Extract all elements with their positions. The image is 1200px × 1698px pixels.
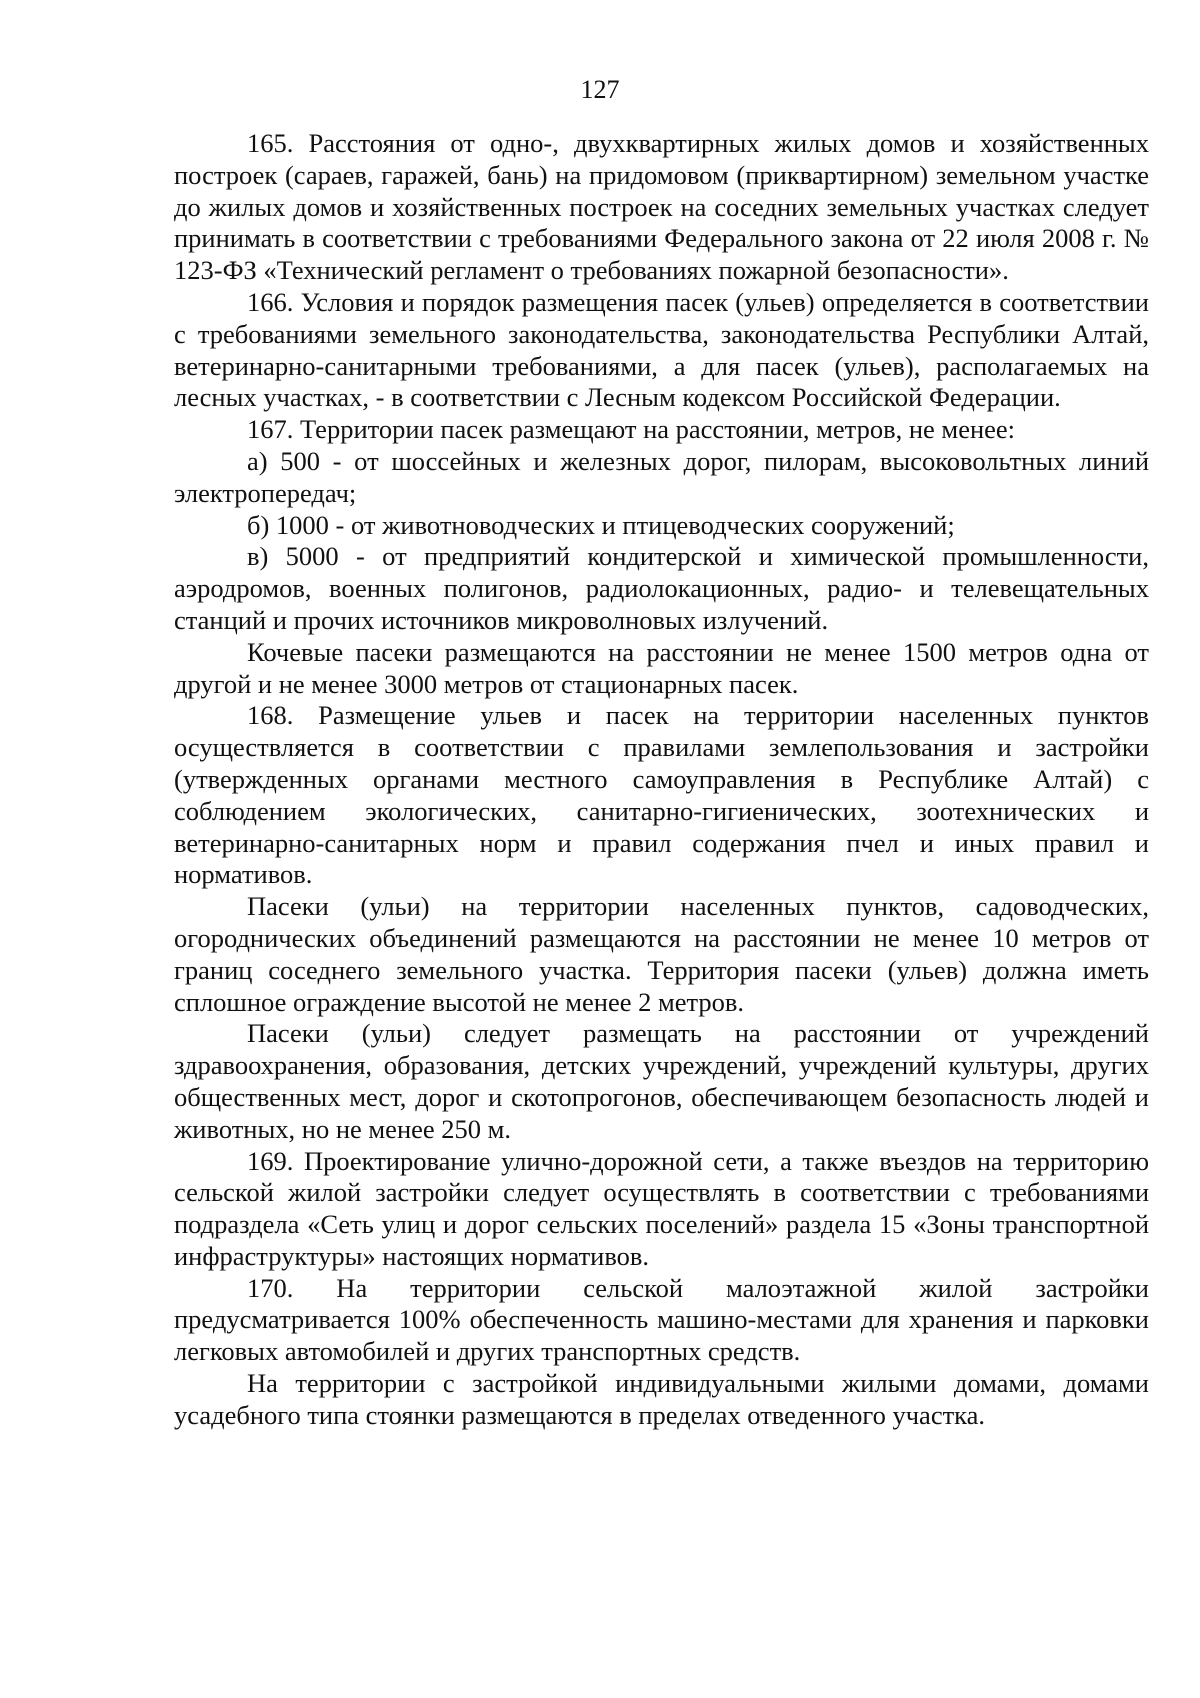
document-body (174, 128, 1149, 1432)
paragraph-apiaries-settlements: Пасеки (ульи) на территории населенных пунктов, садоводческих, огороднических объединений размещаются на расстоянии не менее 10 метров от границ соседнего земельного участка. Территория пасеки (ульев) должна иметь сплошное ограждение высотой не менее 2 метров. (174, 891, 1149, 1017)
paragraph-166: 166. Условия и порядок размещения пасек (ульев) определяется в соответствии с требованиями земельного законодательства, законодательства Республики Алтай, ветеринарно-санитарными требованиями, а для пасек (ульев), располагаемых на лесных участках, - в соответствии с Лесным кодексом Российской Федерации. (174, 286, 1149, 413)
paragraph-168: 168. Размещение ульев и пасек на территории населенных пунктов осуществляется в соответствии с правилами землепользования и застройки (утвержденных органами местного самоуправления в Республике Алтай) с соблюдением экологических, санитарно-гигиенических, зоотехнических и ветеринарно-санитарных норм и правил содержания пчел и иных правил и нормативов. (174, 700, 1149, 890)
paragraph-170: 170. На территории сельской малоэтажной жилой застройки предусматривается 100% обеспеченность машино-местами для хранения и парковки легковых автомобилей и других транспортных средств. (174, 1272, 1149, 1367)
paragraph-165: 165. Расстояния от одно-, двухквартирных жилых домов и хозяйственных построек (сараев, гаражей, бань) на придомовом (приквартирном) земельном участке до жилых домов и хозяйственных построек на соседних земельных участках следует принимать в соответствии с требованиями Федерального закона от 22 июля 2008 г. № 123-ФЗ «Технический регламент о требованиях пожарной безопасности». (174, 128, 1149, 286)
paragraph-individual-housing-parking: На территории с застройкой индивидуальными жилыми домами, домами усадебного типа стоянки размещаются в пределах отведенного участка. (174, 1368, 1149, 1430)
page-number: 127 (580, 75, 620, 104)
paragraph-167-a: а) 500 - от шоссейных и железных дорог, пилорам, высоковольтных линий электропередач; (174, 445, 1149, 508)
paragraph-167: 167. Территории пасек размещают на расстоянии, метров, не менее: (247, 414, 1016, 445)
paragraph-nomadic-apiaries: Кочевые пасеки размещаются на расстоянии не менее 1500 метров одна от другой и не менее 3000 метров от стационарных пасек. (174, 636, 1149, 699)
paragraph-167-b: б) 1000 - от животноводческих и птицеводческих сооружений; (247, 509, 955, 540)
paragraph-apiaries-distance: Пасеки (ульи) следует размещать на расстоянии от учреждений здравоохранения, образования, детских учреждений, учреждений культуры, других общественных мест, дорог и скотопрогонов, обеспечивающем безопасность людей и животных, но не менее 250 м. (174, 1018, 1149, 1144)
paragraph-167-v: в) 5000 - от предприятий кондитерской и химической промышленности, аэродромов, военных полигонов, радиолокационных, радио- и телевещательных станций и прочих источников микроволновых излучений. (174, 541, 1149, 635)
paragraph-169: 169. Проектирование улично-дорожной сети, а также въездов на территорию сельской жилой застройки следует осуществлять в соответствии с требованиями подраздела «Сеть улиц и дорог сельских поселений» раздела 15 «Зоны транспортной инфраструктуры» настоящих нормативов. (174, 1145, 1149, 1271)
